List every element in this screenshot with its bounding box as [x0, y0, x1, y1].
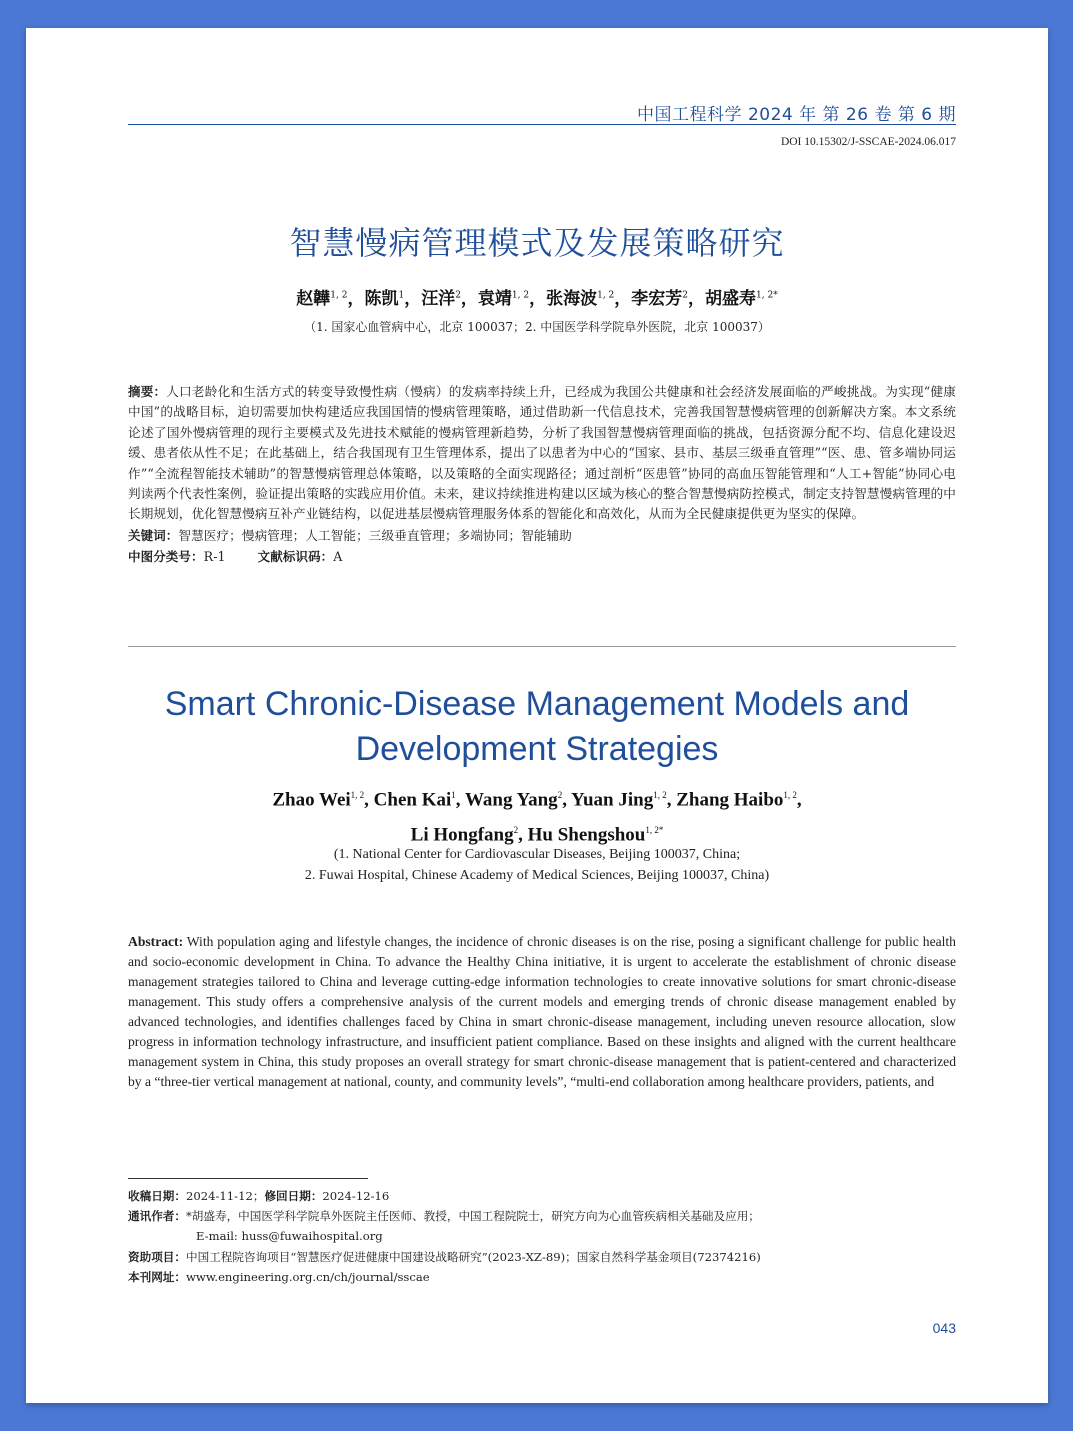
- section-divider: [128, 646, 956, 647]
- author-name: Yuan Jing: [570, 789, 654, 811]
- abstract-label: 摘要：: [128, 384, 167, 399]
- author-affiliation-mark: 2: [513, 825, 519, 836]
- author-name: 李宏芳: [631, 289, 683, 309]
- author-affiliation-mark: 1, 2: [653, 790, 667, 800]
- author-affiliation-mark: 1, 2: [511, 290, 530, 301]
- chinese-keywords: [128, 525, 956, 546]
- chinese-abstract-block: [128, 382, 956, 567]
- revised-label: 修回日期：: [264, 1189, 323, 1203]
- chinese-affiliation: （1. 国家心血管病中心，北京 100037；2. 中国医学科学院阜外医院，北京 100037）: [304, 320, 770, 334]
- author-affiliation-mark: 1, 2: [783, 790, 797, 800]
- english-title-line2: Development Strategies: [355, 730, 719, 768]
- author-name: 胡盛寿: [705, 289, 757, 309]
- chinese-authors: 赵韡$^{1, 2}$，陈凯$^1$，汪洋$^2$，袁靖$^{1, 2}$，张海波$^{1, 2}$，李宏芳$^2$，胡盛寿$^{1, 2*}$: [296, 289, 778, 309]
- author-affiliation-mark: 1: [398, 290, 405, 301]
- author-name: 赵韡: [296, 289, 331, 309]
- author-name: 袁靖: [477, 289, 512, 309]
- page-number: 043: [932, 1320, 956, 1336]
- author-name: Hu Shengshou: [527, 824, 646, 846]
- footnote-rule: [128, 1178, 368, 1179]
- english-authors-line1: Zhao Wei$^{1, 2}$, Chen Kai$^1$, Wang Yang$^2$, Yuan Jing$^{1, 2}$, Zhang Haibo$^{1, 2}$,: [272, 789, 802, 811]
- corresponding-text: *胡盛寿，中国医学科学院阜外医院主任医师、教授，中国工程院院士，研究方向为心血管疾病相关基础及应用；: [185, 1209, 760, 1224]
- english-affiliation: [26, 844, 1048, 886]
- author-affiliation-mark: 1, 2: [330, 290, 348, 301]
- english-authors-line2: Li Hongfang$^2$, Hu Shengshou$^{1, 2*}$: [410, 824, 664, 846]
- author-name: Zhao Wei: [272, 789, 351, 811]
- author-name: Chen Kai: [373, 789, 452, 811]
- corresponding-line: [128, 1206, 956, 1226]
- paper-page: [26, 28, 1048, 1403]
- funding-label: 资助项目：: [128, 1249, 186, 1264]
- url-label: 本刊网址：: [128, 1269, 186, 1284]
- author-affiliation-mark: 2: [557, 790, 563, 800]
- english-authors: [26, 780, 1048, 851]
- email-line[interactable]: E-mail: huss@fuwaihospital.org: [196, 1229, 383, 1244]
- clc-value: R-1: [203, 548, 226, 564]
- received-label: 收稿日期：: [128, 1189, 186, 1203]
- funding-text: 中国工程院咨询项目“智慧医疗促进健康中国建设战略研究”(2023-XZ-89)；国家自然科学基金项目(72374216): [185, 1249, 761, 1264]
- english-title-line1: Smart Chronic-Disease Management Models and: [164, 685, 910, 723]
- doi: DOI 10.15302/J-SSCAE-2024.06.017: [780, 136, 956, 148]
- author-affiliation-mark: 1: [451, 790, 456, 800]
- author-name: Zhang Haibo: [676, 789, 784, 811]
- author-name: 汪洋: [421, 289, 456, 309]
- author-affiliation-mark: 2: [455, 290, 461, 301]
- author-affiliation-mark: 2: [682, 290, 689, 301]
- author-name: Wang Yang: [464, 789, 558, 811]
- english-abstract: [128, 932, 956, 1092]
- author-name: 陈凯: [364, 289, 399, 309]
- classification-line: [128, 546, 956, 567]
- author-affiliation-mark: 1, 2*: [756, 290, 778, 301]
- header-rule: [128, 124, 956, 125]
- english-affiliation-line1: (1. National Center for Cardiovascular Diseases, Beijing 100037, China;: [333, 847, 741, 862]
- doc-code-label: 文献标识码：: [257, 548, 334, 564]
- journal-url-link[interactable]: www.engineering.org.cn/ch/journal/sscae: [185, 1269, 430, 1284]
- english-title: [26, 682, 1048, 772]
- chinese-abstract: [128, 382, 956, 525]
- author-name: 张海波: [546, 289, 598, 309]
- author-affiliation-mark: 1, 2: [350, 790, 365, 800]
- english-abstract-label: Abstract:: [128, 934, 184, 949]
- author-affiliation-mark: 1, 2: [597, 290, 615, 301]
- revised-date: 2024-12-16: [322, 1189, 390, 1203]
- received-date: 2024-11-12；: [185, 1189, 265, 1203]
- url-line: [128, 1267, 956, 1287]
- english-abstract-text: With population aging and lifestyle changes, the incidence of chronic diseases is on the rise, posing a significant challenge for public health and socio-economic development in China. To advance the Healthy China initiative, it is urgent to accelerate the establishment of chronic disease management strategies tailored to China and leverage cutting-edge information technologies to create innovative solutions for smart chronic-disease management. This study offers a comprehensive analysis of the current models and emerging trends of chronic disease management enabled by advanced technologies, and identifies challenges faced by China in smart chronic-disease management, including uneven resource allocation, slow progress in information technology infrastructure, and insufficient patient compliance. Based on these insights and aligned with the current healthcare management system in China, this study proposes an overall strategy for smart chronic-disease management that is patient-centered and characterized by a “three-tier vertical management at national, county, and community levels”, “multi-end collaboration among healthcare providers, patients, and: [128, 934, 956, 1089]
- author-affiliation-mark: 1, 2*: [645, 825, 664, 836]
- chinese-title: 智慧慢病管理模式及发展策略研究: [289, 224, 785, 262]
- clc-label: 中图分类号：: [128, 548, 204, 564]
- journal-issue-line: 中国工程科学 2024 年 第 26 卷 第 6 期: [637, 105, 956, 125]
- keywords-label: 关键词：: [128, 527, 179, 543]
- keywords-text: 智慧医疗；慢病管理；人工智能；三级垂直管理；多端协同；智能辅助: [178, 527, 572, 543]
- doc-code-value: A: [333, 548, 343, 564]
- dates-line: [128, 1186, 956, 1206]
- corresponding-label: 通讯作者：: [128, 1209, 186, 1224]
- author-name: Li Hongfang: [410, 824, 514, 846]
- footnotes: [128, 1186, 956, 1287]
- abstract-text: 人口老龄化和生活方式的转变导致慢性病（慢病）的发病率持续上升，已经成为我国公共健康和社会经济发展面临的严峻挑战。为实现“健康中国”的战略目标，迫切需要加快构建适应我国国情的慢病管理策略，通过借助新一代信息技术，完善我国智慧慢病管理的创新解决方案。本文系统论述了国外慢病管理的现行主要模式及先进技术赋能的慢病管理新趋势，分析了我国智慧慢病管理面临的挑战，包括资源分配不均、信息化建设迟缓、患者依从性不足；在此基础上，结合我国现有卫生管理体系，提出了以患者为中心的“国家、县市、基层三级垂直管理”“医、患、管多端协同运作”“全流程智能技术辅助”的智慧慢病管理总体策略，以及策略的全面实现路径；通过剖析“医患管”协同的高血压智能管理和“人工+智能”协同心电判读两个代表性案例，验证提出策略的实践应用价值。未来，建议持续推进构建以区域为核心的整合智慧慢病防控模式，制定支持智慧慢病管理的中长期规划，优化智慧慢病互补产业链结构，以促进基层慢病管理服务体系的智能化和高效化，从而为全民健康提供更为坚实的保障。: [128, 384, 956, 522]
- funding-line: [128, 1247, 956, 1267]
- english-affiliation-line2: 2. Fuwai Hospital, Chinese Academy of Medical Sciences, Beijing 100037, China): [304, 868, 770, 883]
